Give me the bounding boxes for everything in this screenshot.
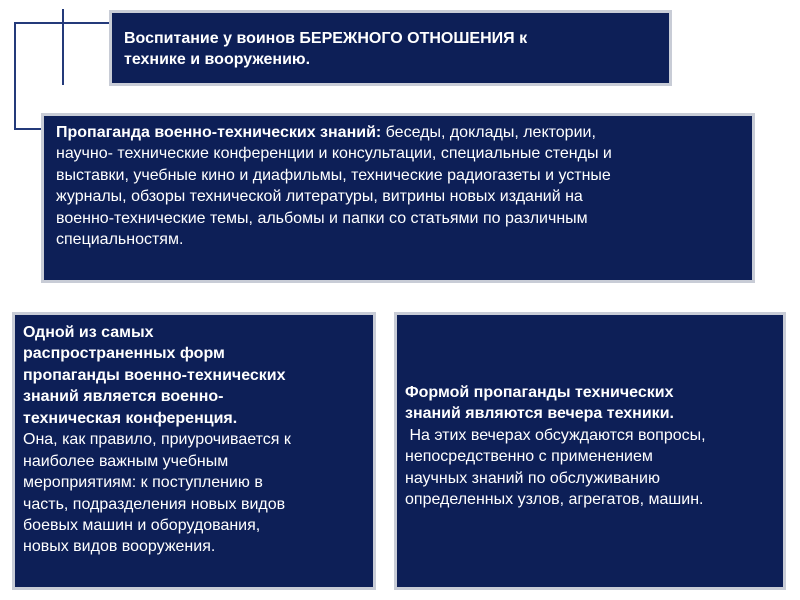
conference-heading-line-3: пропаганды военно-технических [23,366,286,384]
propaganda-lead: Пропаганда военно-технических знаний: [56,124,382,141]
propaganda-line-4: журналы, обзоры технической литературы, витрины новых изданий на [56,188,583,206]
upbringing-line-1: Воспитание у воинов БЕРЕЖНОГО ОТНОШЕНИЯ к [124,30,528,47]
conference-box [12,312,376,590]
connector-line-horizontal [14,22,110,24]
conference-text-line-1: Она, как правило, приурочивается к [23,431,291,449]
tech-evenings-text-line-2: непосредственно с применением [405,448,653,466]
propaganda-line-6: специальностям. [56,231,184,249]
propaganda-box [41,113,755,283]
conference-text-line-2: наиболее важным учебным [23,452,229,470]
tech-evenings-heading-line-1: Формой пропаганды технических [405,384,674,401]
conference-text-line-6: новых видов вооружения. [23,538,216,556]
connector-line-stub [14,128,42,130]
conference-text-line-4: часть, подразделения новых видов [23,495,286,513]
conference-heading-line-5: техническая конференция. [23,409,238,427]
connector-line-vertical-left [14,22,16,130]
upbringing-line-2: технике и вооружению. [124,51,311,69]
conference-heading-line-4: знаний является военно- [23,388,224,406]
conference-text-line-5: боевых машин и оборудования, [23,516,261,534]
conference-heading-line-2: распространенных форм [23,345,225,363]
upbringing-box [109,10,672,86]
propaganda-line-3: выставки, учебные кино и диафильмы, технические радиогазеты и устные [56,166,611,184]
tech-evenings-box [394,312,786,590]
tech-evenings-heading-line-2: знаний являются вечера техники. [405,405,674,423]
tech-evenings-text-line-4: определенных узлов, агрегатов, машин. [405,491,704,509]
conference-text-line-3: мероприятиям: к поступлению в [23,474,263,492]
propaganda-line-5: военно-технические темы, альбомы и папки со статьями по различным [56,209,588,227]
propaganda-line-1-rest: беседы, доклады, лектории, [381,124,596,141]
tech-evenings-text-line-1: На этих вечерах обсуждаются вопросы, [405,426,706,444]
connector-line-vertical-right [62,9,64,85]
conference-heading-line-1: Одной из самых [23,324,154,341]
tech-evenings-text-line-3: научных знаний по обслуживанию [405,469,660,487]
propaganda-line-1 [56,122,742,143]
propaganda-line-2: научно- технические конференции и консультации, специальные стенды и [56,145,612,163]
